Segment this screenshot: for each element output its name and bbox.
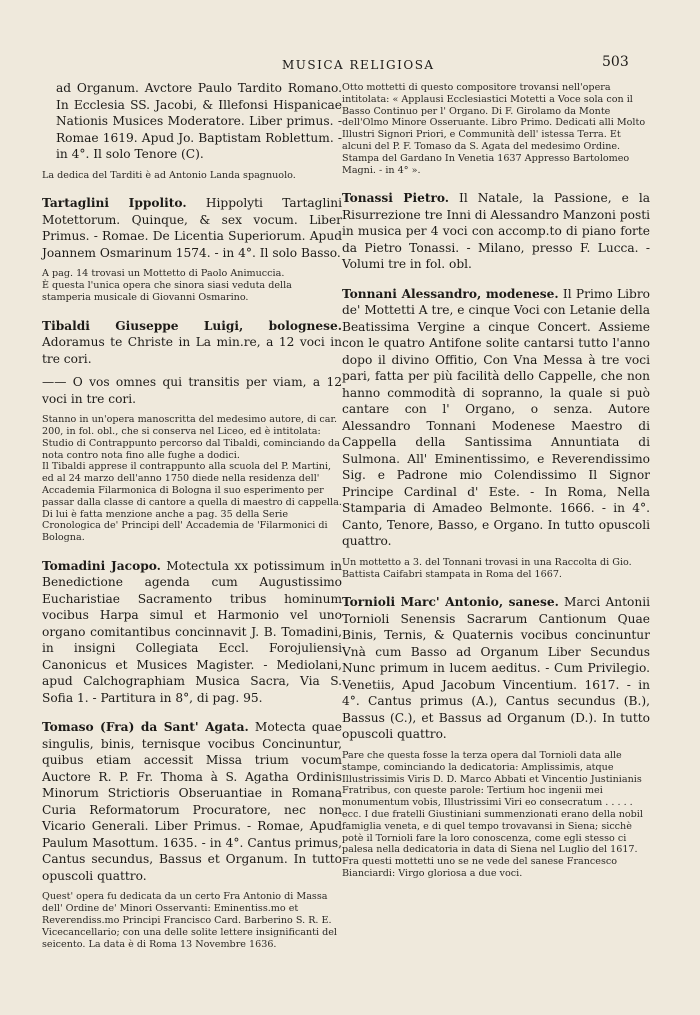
note: Pare che questa fosse la terza opera dal Tornioli data alle stampe, cominciando la dedicatoria: Amplissimis, atque Illustrissimis Viris D. D. Marco Abbati et Vincentio Justinianis Fratribus, con queste parole: Tertium hoc ingenii mei monumentum vobis, Illustrissimi Viri eo consecratum . . . . . ecc. I due fratelli Giustiniani summenzionati erano della nobil famiglia veneta, e di quel tempo trovavansi in Siena; sicchè potè il Tornioli fare la loro conoscenza, come egli stesso ci palesa nella dedicatoria in data di Siena nel Luglio del 1617. Fra questi mottetti uno se ne vede del sanese Francesco Bianciardi: Virgo gloriosa a due voci. bbox=[342, 749, 643, 879]
entry-body: Il Natale, la Passione, e la Risurrezione tre Inni di Alessandro Manzoni posti in musica per 4 voci con accomp.to di piano forte da Pietro Tonassi. - Milano, presso F. Lucca. - Volumi tre in fol. obl. bbox=[342, 191, 650, 272]
entry-tonassi bbox=[342, 190, 650, 273]
page-number: 503 bbox=[602, 54, 629, 70]
entry-title: Tornioli Marc' Antonio, sanese. bbox=[342, 595, 559, 610]
note: A pag. 14 trovasi un Mottetto di Paolo Animuccia. È questa l'unica opera che sinora siasi veduta della stamperia musicale di Giovanni Osmarino. bbox=[42, 268, 292, 303]
entry-tomaso bbox=[42, 719, 342, 884]
entry-tartaglini bbox=[42, 195, 342, 261]
left-column bbox=[42, 80, 342, 958]
entry-title: Tonnani Alessandro, modenese. bbox=[342, 286, 559, 301]
entry-title: Tonassi Pietro. bbox=[342, 191, 450, 206]
entry-body: Marci Antonii Tornioli Senensis Sacrarum Cantionum Quae Binis, Ternis, & Quaternis vocibus concinuntur Vnà cum Basso ad Organum Liber Secundus Nunc primum in lucem aeditus. - Cum Privilegio. Venetiis, Apud Jacobum Vincentium. 1617. - in 4°. Cantus primus (A.), Cantus secundus (B.), Bassus (C.), et Bassus ad Organum (D.). In tutto opuscoli quattro. bbox=[342, 595, 650, 742]
entry-title: Tomaso (Fra) da Sant' Agata. bbox=[42, 720, 249, 735]
note: Stanno in un'opera manoscritta del medesimo autore, di car. 200, in fol. obl., che si conserva nel Liceo, ed è intitolata: Studio di Contrappunto percorso dal Tibaldi, cominciando da nota contro nota fino alle fughe a dodici. Il Tibaldi apprese il contrappunto alla scuola del P. Martini, ed al 24 marzo dell'anno 1750 diede nella residenza dell' Accademia Filarmonica di Bologna il suo esperimento per passar dalla classe di cantore a quella di maestro di cappella. Di lui è fatta menzione anche a pag. 35 della Serie Cronologica de' Principi dell' Accademia de 'Filarmonici di Bologna. bbox=[42, 414, 342, 544]
entry-text: ad Organum. Avctore Paulo Tardito Romano. In Ecclesia SS. Jacobi, & Illefonsi Hispanicae Nationis Musices Moderatore. Liber primus. - Romae 1619. Apud Jo. Baptistam Roblettum. - in 4°. Il solo Tenore (C). bbox=[56, 81, 342, 161]
entry-title: Tibaldi Giuseppe Luigi, bolognese. bbox=[42, 318, 342, 333]
note: Un mottetto a 3. del Tonnani trovasi in una Raccolta di Gio. Battista Caifabri stampata in Roma del 1667. bbox=[342, 556, 632, 580]
page-header bbox=[0, 52, 700, 72]
entry-title: Tomadini Jacopo. bbox=[42, 558, 161, 573]
note: Quest' opera fu dedicata da un certo Fra Antonio di Massa dell' Ordine de' Minori Osservanti: Eminentiss.mo et Reverendiss.mo Principi Francisco Card. Barberino S. R. E. Vicecancellario; con una delle solite lettere insignificanti del seicento. La data è di Roma 13 Novembre 1636. bbox=[42, 891, 337, 950]
entry-tibaldi bbox=[42, 318, 342, 368]
entry-tarditi-continuation bbox=[42, 80, 342, 163]
entry-title: Tartaglini Ippolito. bbox=[42, 196, 187, 211]
entry-body: Hippolyti Tartaglini Motettorum. Quinque, & sex vocum. Liber Primus. - Romae. De Licentia Superiorum. Apud Joannem Osmarinum 1574. - in 4°. Il solo Basso. bbox=[42, 196, 342, 260]
entry-tomadini bbox=[42, 558, 342, 707]
note: La dedica del Tarditi è ad Antonio Landa spagnuolo. bbox=[42, 169, 296, 181]
entry-body: Motectula xx potissimum in Benedictione agenda cum Augustissimo Eucharistiae Sacramento tribus hominum vocibus Harpa simul et Harmonio vel uno organo comitantibus concinnavit J. B. Tomadini, in insigni Collegiata Eccl. Forojuliensi Canonicus et Musices Magister. - Mediolani, apud Calchographiam Musica Sacra, Via S. Sofia 1. - Partitura in 8°, di pag. 95. bbox=[42, 558, 342, 705]
running-head: MUSICA RELIGIOSA bbox=[282, 58, 435, 72]
right-column bbox=[342, 80, 650, 888]
entry-body: Motecta quae singulis, binis, ternisque vocibus Concinuntur, quibus etiam accessit Missa trium vocum Auctore R. P. Fr. Thoma à S. Agatha Ordinis Minorum Strictioris Obseruantiae in Romana Curia Reformatorum Procuratore, nec non Vicario Generali. Liber Primus. - Romae, Apud Paulum Masottum. 1635. - in 4°. Cantus primus, Cantus secundus, Bassus et Organum. In tutto opuscoli quattro. bbox=[42, 720, 343, 883]
entry-tibaldi-second bbox=[42, 374, 342, 407]
note: Otto mottetti di questo compositore trovansi nell'opera intitolata: « Applausi Ecclesiastici Motetti a Voce sola con il Basso Continuo per l' Organo. Di F. Girolamo da Monte dell'Olmo Minore Osseruante. Libro Primo. Dedicati alli Molto Illustri Signori Priori, e Communità dell' istessa Terra. Et alcuni del P. F. Tomaso da S. Agata del medesimo Ordine. Stampa del Gardano In Venetia 1637 Appresso Bartolomeo Magni. - in 4° ». bbox=[342, 82, 646, 176]
entry-tonnani bbox=[342, 286, 650, 550]
entry-text: —— O vos omnes qui transitis per viam, a 12 voci in tre cori. bbox=[42, 375, 342, 406]
entry-tornioli bbox=[342, 594, 650, 743]
entry-body: Adoramus te Christe in La min.re, a 12 voci in tre cori. bbox=[42, 335, 342, 366]
entry-body: Il Primo Libro de' Mottetti A tre, e cinque Voci con Letanie della Beatissima Vergine a cinque Concert. Assieme con le quatro Antifone solite cantarsi tutto l'anno dopo il divino Offitio, Con Vna Messa à tre voci pari, fatta per più facilità dello Cappelle, che non hanno commodità di sopranno, la quale si può cantare con l' Organo, o senza. Autore Alessandro Tonnani Modenese Maestro di Cappella della Santissima Annuntiata di Sulmona. All' Eminentissimo, e Reverendissimo Sig. e Padrone mio Colendissimo Il Signor Principe Cardinal d' Este. - In Roma, Nella Stamparia di Amadeo Belmonte. 1666. - in 4°. Canto, Tenore, Basso, e Organo. In tutto opuscoli quattro. bbox=[342, 286, 650, 549]
